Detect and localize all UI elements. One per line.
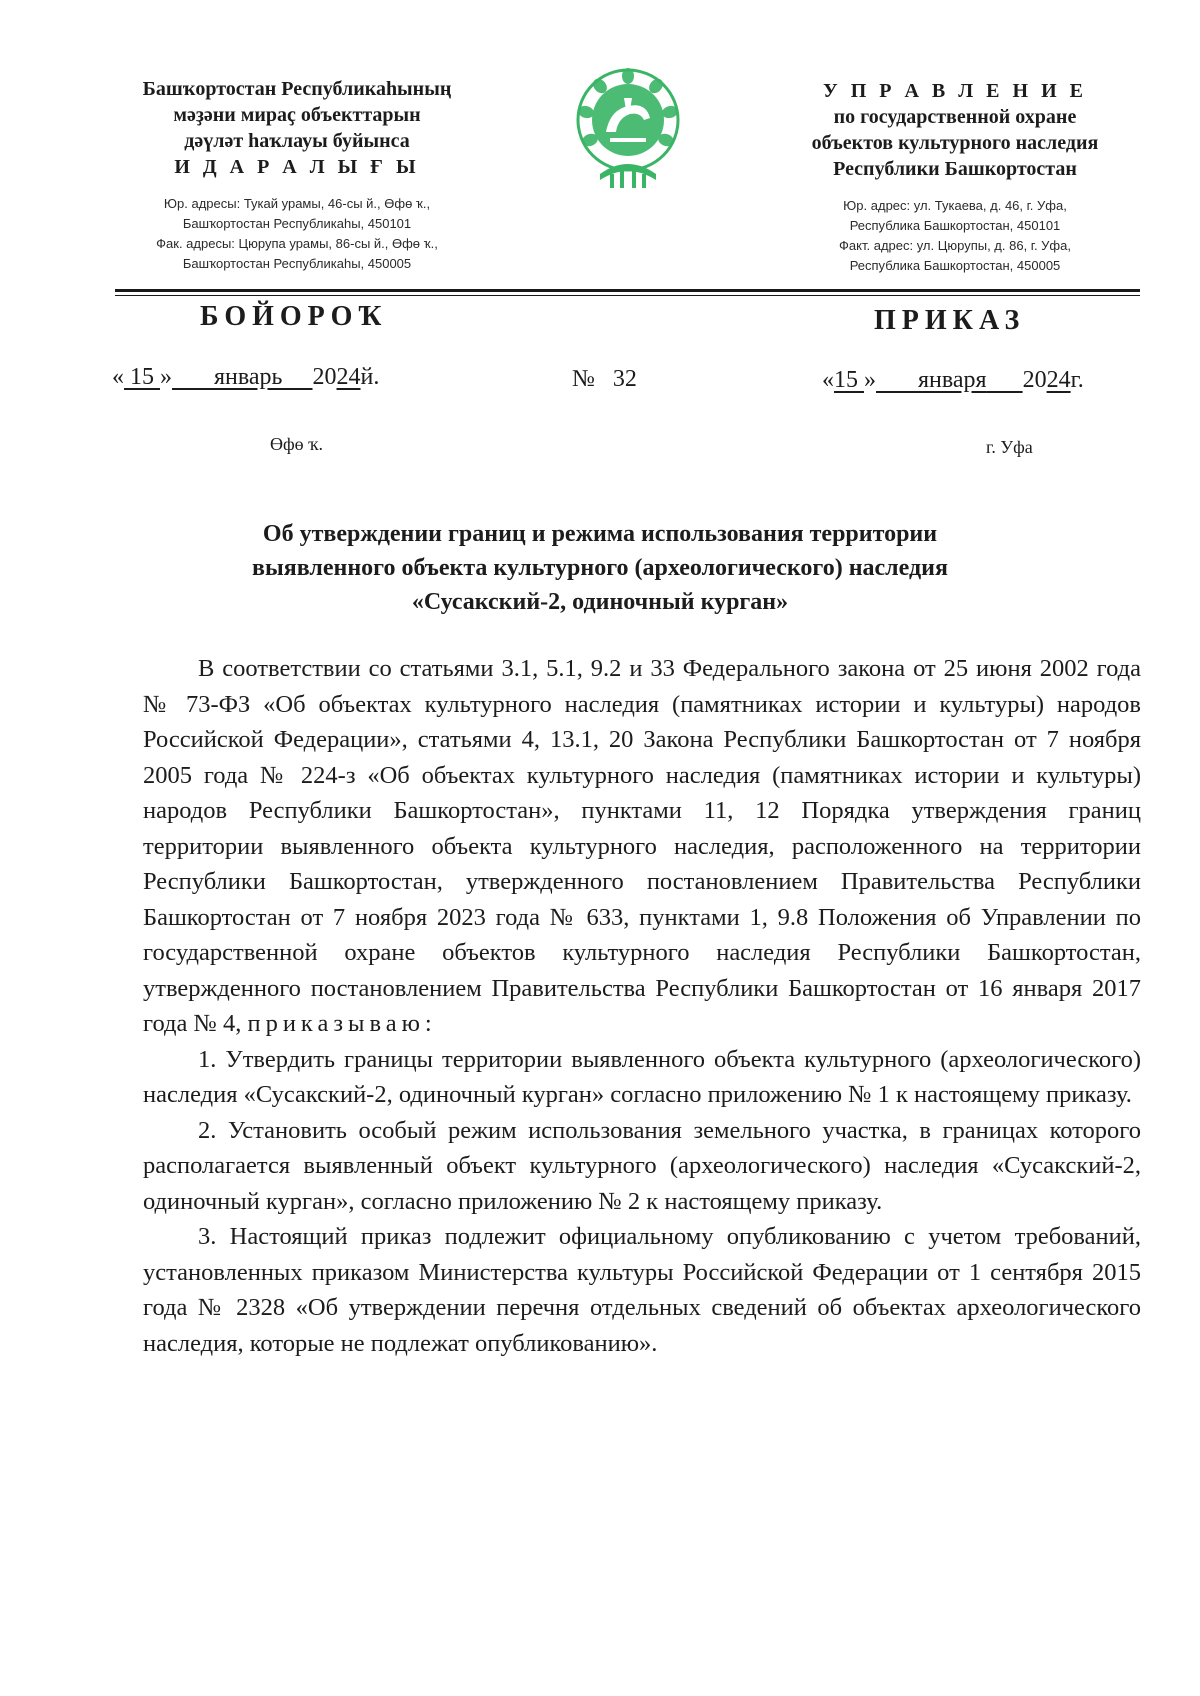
document-body <box>143 651 1141 1361</box>
document-title <box>145 517 1055 619</box>
address-line: Фак. адресы: Цюрупа урамы, 86-сы й., Өфө ҡ., <box>156 236 438 251</box>
address-line: Факт. адрес: ул. Цюрупы, д. 86, г. Уфа, <box>839 238 1071 253</box>
doc-type-bashkir: БОЙОРОҠ <box>200 301 388 332</box>
number-value: 32 <box>612 366 637 392</box>
order-word: приказываю: <box>247 1010 437 1037</box>
quote-close: » <box>160 364 172 390</box>
address-line: Юр. адрес: ул. Тукаева, д. 46, г. Уфа, <box>843 198 1067 213</box>
date-day <box>834 367 864 393</box>
title-line: Об утверждении границ и режима использования территории <box>262 521 938 547</box>
quote-open: « <box>112 364 124 390</box>
order-item: 3. Настоящий приказ подлежит официальному опубликованию с учетом требований, установленных приказом Министерства культуры Российской Федерации от 1 сентября 2015 года № 2328 «Об утверждении перечня отдельных сведений об объектах археологического наследия, которые не подлежат опубликованию». <box>143 1223 1141 1357</box>
address-line: Республика Башкортостан, 450005 <box>849 258 1061 273</box>
city-bashkir: Өфө ҡ. <box>270 434 323 454</box>
header-right-line: У П Р А В Л Е Н И Е <box>823 80 1087 102</box>
header-right-address <box>790 196 1120 276</box>
header-right-line: по государственной охране <box>833 106 1077 128</box>
header-right-line: Республики Башкортостан <box>833 158 1077 180</box>
quote-open: « <box>822 367 834 393</box>
address-line: Башҡортостан Республикаһы, 450101 <box>182 216 412 231</box>
header-divider-thin <box>115 295 1140 296</box>
address-line: Юр. адресы: Тукай урамы, 46-сы й., Өфө ҡ., <box>163 196 431 211</box>
header-right-line: объектов культурного наследия <box>811 132 1099 154</box>
year-suffix: 24 <box>1046 367 1071 393</box>
header-left-line: И Д А Р А Л Ы Ғ Ы <box>174 156 420 178</box>
address-line: Башҡортостан Республикаһы, 450005 <box>182 256 412 271</box>
order-item: 1. Утвердить границы территории выявленного объекта культурного (археологического) наследия «Сусакский-2, одиночный курган» согласно приложению № 1 к настоящему приказу. <box>143 1045 1141 1108</box>
date-month <box>172 364 313 390</box>
month-value: января <box>918 367 987 393</box>
order-number <box>572 366 637 393</box>
date-right <box>822 367 1084 394</box>
header-left-line: мәҙәни мираҫ объекттарын <box>173 104 421 126</box>
month-value: январь <box>214 364 283 390</box>
header-left-line: дәүләт һаҡлауы буйынса <box>184 130 410 152</box>
address-line: Республика Башкортостан, 450101 <box>849 218 1061 233</box>
quote-close: » <box>864 367 876 393</box>
doc-type-russian: ПРИКАЗ <box>874 305 1026 336</box>
year-suffix: 24 <box>336 364 361 390</box>
date-day <box>124 364 160 390</box>
header-left-line: Башҡортостан Республикаһының <box>142 78 452 100</box>
year-prefix: 20 <box>1022 367 1047 393</box>
order-item: 2. Установить особый режим использования земельного участка, в границах которого располагается выявленный объект культурного (археологического) наследия «Сусакский-2, одиночный курган», согласно приложению № 2 к настоящему приказу. <box>143 1116 1141 1215</box>
number-label: № <box>572 366 595 392</box>
title-line: выявленного объекта культурного (археологического) наследия <box>252 555 948 581</box>
year-prefix: 20 <box>312 364 337 390</box>
header-divider <box>115 289 1140 292</box>
preamble-text: В соответствии со статьями 3.1, 5.1, 9.2 и 33 Федерального закона от 25 июня 2002 года № 73-ФЗ «Об объектах культурного наследия (памятниках истории и культуры) народов Российской Федерации», статьями 4, 13.1, 20 Закона Республики Башкортостан от 7 ноября 2005 года № 224-з «Об объектах культурного наследия (памятниках истории и культуры) народов Республики Башкортостан», пунктами 11, 12 Порядка утверждения границ территории выявленного объекта культурного наследия, расположенного на территории Республики Башкортостан, утвержденного постановлением Правительства Республики Башкортостан от 7 ноября 2023 года № 633, пунктами 1, 9.8 Положения об Управлении по государственной охране объектов культурного наследия Республики Башкортостан, утвержденного постановлением Правительства Республики Башкортостан от 16 января 2017 года № 4, <box>143 655 1141 1037</box>
date-left <box>112 364 379 391</box>
header-right <box>790 78 1120 276</box>
day-value: 15 <box>130 364 154 390</box>
date-month <box>876 367 1023 393</box>
header-left-address <box>112 194 482 274</box>
day-value: 15 <box>834 367 858 393</box>
bashkortostan-emblem-icon <box>570 62 686 192</box>
title-line: «Сусакский-2, одиночный курган» <box>411 589 789 615</box>
year-mark: г. <box>1070 367 1084 393</box>
preamble-paragraph <box>143 651 1141 1042</box>
year-mark: й. <box>360 364 380 390</box>
city-russian: г. Уфа <box>986 437 1033 457</box>
header-left <box>112 76 482 274</box>
